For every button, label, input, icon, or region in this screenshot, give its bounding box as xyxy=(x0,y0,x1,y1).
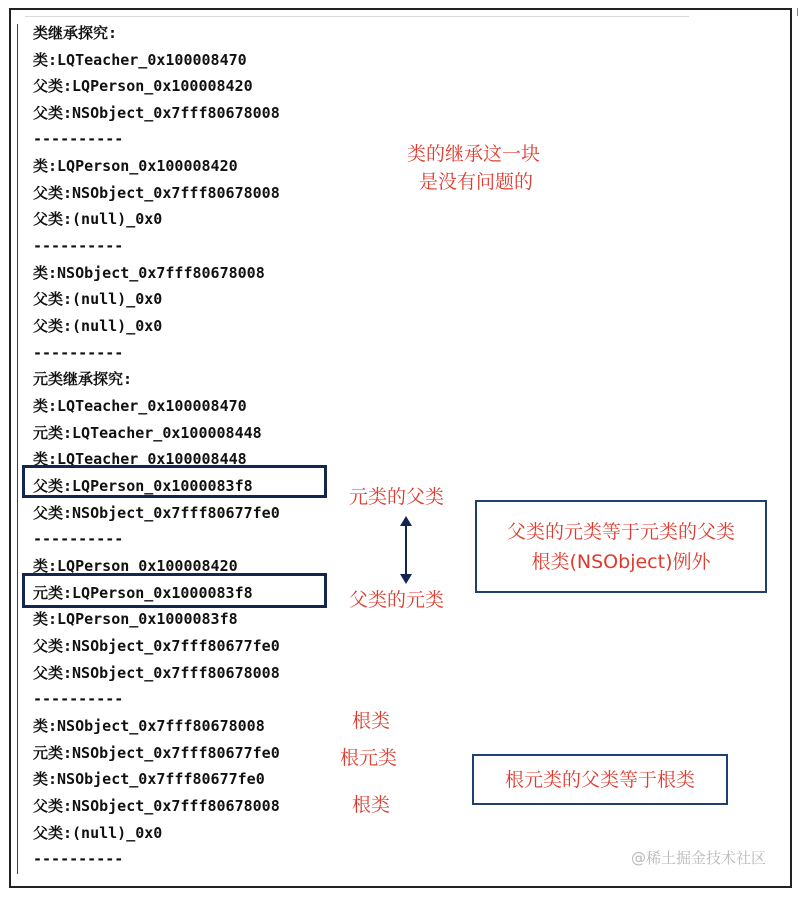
console-line: 父类:(null)_0x0 xyxy=(33,824,163,842)
note-line-1: 父类的元类等于元类的父类 xyxy=(506,520,735,543)
console-line: 类:LQPerson_0x100008420 xyxy=(33,157,238,175)
console-line: 类:LQTeacher_0x100008470 xyxy=(33,51,247,69)
highlight-box-parent-line xyxy=(22,465,327,498)
console-line: 类:LQTeacher_0x100008470 xyxy=(33,397,247,415)
console-line: ---------- xyxy=(33,130,124,148)
console-line: 类:LQPerson_0x1000083f8 xyxy=(33,610,238,628)
console-line: 父类:NSObject_0x7fff80677fe0 xyxy=(33,504,280,522)
console-line: ---------- xyxy=(33,530,124,548)
console-line: 元类:LQTeacher_0x100008448 xyxy=(33,424,262,442)
annotation-root-class-1: 根类 xyxy=(352,710,391,732)
annotation-class-inheritance-2: 是没有问题的 xyxy=(419,171,534,193)
console-line: 父类:LQPerson_0x100008420 xyxy=(33,77,253,95)
console-line: 类:LQTeacher_0x100008448 xyxy=(33,450,247,468)
console-line: 类:NSObject_0x7fff80678008 xyxy=(33,264,265,282)
edge-tick xyxy=(797,8,798,16)
console-line: 元类:LQPerson_0x1000083f8 xyxy=(33,584,253,602)
double-arrow-icon xyxy=(399,516,413,584)
annotation-parent-meta: 父类的元类 xyxy=(349,589,445,611)
console-line: 父类:(null)_0x0 xyxy=(33,317,163,335)
annotation-meta-parent: 元类的父类 xyxy=(349,486,445,508)
console-line: 元类继承探究: xyxy=(33,370,133,388)
console-line: 类:NSObject_0x7fff80678008 xyxy=(33,717,265,735)
console-line: 父类:(null)_0x0 xyxy=(33,290,163,308)
console-line: 父类:NSObject_0x7fff80678008 xyxy=(33,104,280,122)
console-left-gutter xyxy=(17,24,18,874)
console-line: 类继承探究: xyxy=(33,24,118,42)
top-divider xyxy=(25,16,689,17)
console-line: ---------- xyxy=(33,344,124,362)
annotation-class-inheritance-1: 类的继承这一块 xyxy=(407,143,541,165)
watermark: @稀土掘金技术社区 xyxy=(630,849,766,867)
note-line-2: 根类(NSObject)例外 xyxy=(531,550,711,573)
note-line-root: 根元类的父类等于根类 xyxy=(504,768,695,791)
console-line: ---------- xyxy=(33,237,124,255)
console-line: 元类:NSObject_0x7fff80677fe0 xyxy=(33,744,280,762)
console-line: ---------- xyxy=(33,850,124,868)
annotation-root-class-2: 根类 xyxy=(352,794,391,816)
annotation-root-meta: 根元类 xyxy=(340,747,398,769)
console-line: 父类:NSObject_0x7fff80678008 xyxy=(33,797,280,815)
console-line: ---------- xyxy=(33,690,124,708)
note-box-root-rule xyxy=(472,754,728,805)
console-line: 类:NSObject_0x7fff80677fe0 xyxy=(33,770,265,788)
console-line: 父类:(null)_0x0 xyxy=(33,210,163,228)
console-line: 父类:NSObject_0x7fff80678008 xyxy=(33,664,280,682)
console-line: 父类:LQPerson_0x1000083f8 xyxy=(33,477,253,495)
console-line: 父类:NSObject_0x7fff80678008 xyxy=(33,184,280,202)
note-box-meta-rule xyxy=(475,500,767,593)
console-line: 父类:NSObject_0x7fff80677fe0 xyxy=(33,637,280,655)
console-line: 类:LQPerson_0x100008420 xyxy=(33,557,238,575)
highlight-box-meta-line xyxy=(22,573,327,608)
console-screenshot-frame xyxy=(9,8,792,888)
